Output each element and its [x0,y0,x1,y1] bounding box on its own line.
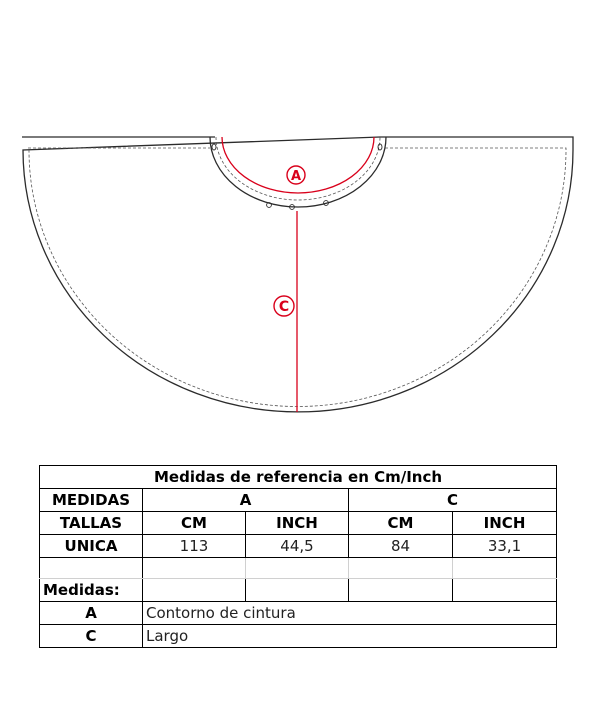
waistband-hole [212,144,216,150]
table-spacer-row [40,558,557,579]
size-name: UNICA [40,535,143,558]
a-inch-header: INCH [246,512,349,535]
waistband-hole [378,144,382,150]
tallas-header: TALLAS [40,512,143,535]
label-a: A [290,169,302,184]
legend-heading-row [40,579,557,602]
a-header: A [143,489,349,512]
legend-key: A [40,602,143,625]
c-inch-header: INCH [453,512,557,535]
legend-heading: Medidas: [40,579,143,602]
table-header-row [40,489,557,512]
label-c: C [278,299,290,315]
table-units-row [40,512,557,535]
c-cm-value: 84 [349,535,453,558]
medidas-header: MEDIDAS [40,489,143,512]
a-cm-header: CM [143,512,246,535]
legend-row [40,625,557,648]
legend-description: Contorno de cintura [143,602,557,625]
legend-key: C [40,625,143,648]
c-cm-header: CM [349,512,453,535]
table-title: Medidas de referencia en Cm/Inch [40,466,557,489]
table-title-row [40,466,557,489]
c-header: C [349,489,557,512]
c-inch-value: 33,1 [453,535,557,558]
legend-row [40,602,557,625]
table-row [40,535,557,558]
a-inch-value: 44,5 [246,535,349,558]
legend-description: Largo [143,625,557,648]
a-cm-value: 113 [143,535,246,558]
measurements-table [39,465,557,648]
